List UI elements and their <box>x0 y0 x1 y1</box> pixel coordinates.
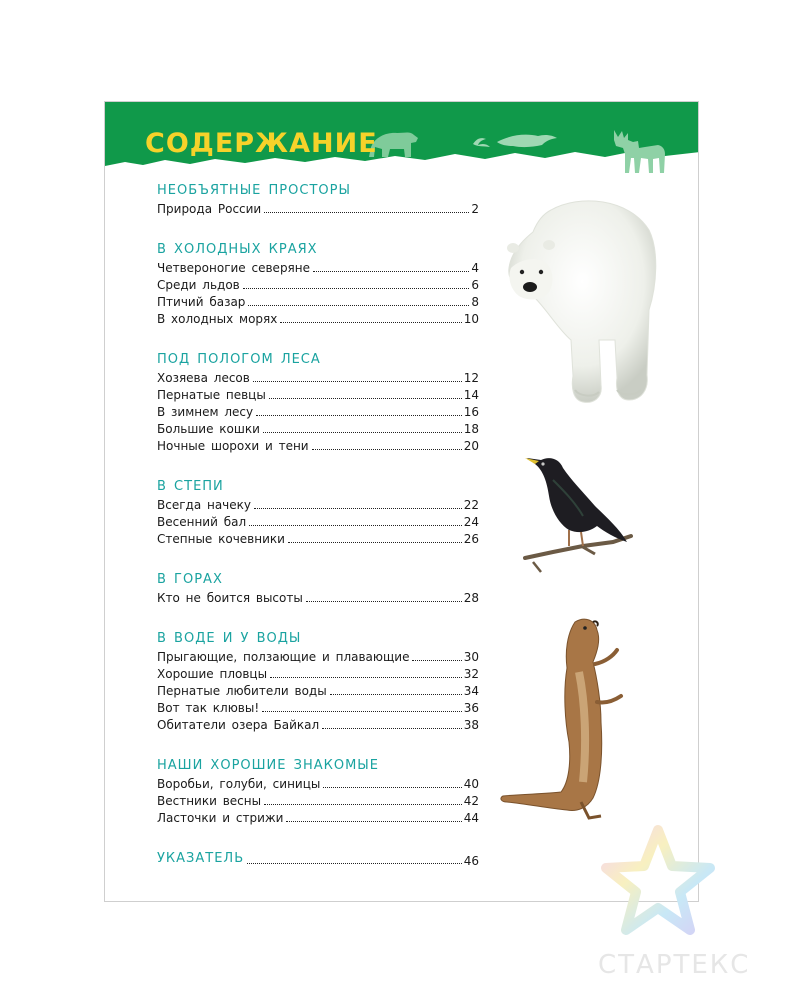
entry-page: 36 <box>463 701 479 715</box>
entry-page: 38 <box>463 718 479 732</box>
dot-leader <box>323 787 461 788</box>
section-title: В ГОРАХ <box>157 572 223 587</box>
toc-section <box>157 630 479 733</box>
dot-leader <box>288 542 462 543</box>
toc-entry <box>157 310 479 327</box>
toc-entry <box>157 513 479 530</box>
entry-page: 6 <box>471 278 479 292</box>
entry-page: 16 <box>463 405 479 419</box>
book-page <box>104 101 699 902</box>
entry-label: Весенний бал <box>157 515 247 529</box>
section-title: НЕОБЪЯТНЫЕ ПРОСТОРЫ <box>157 183 351 198</box>
entry-label: Кто не боится высоты <box>157 591 303 605</box>
entry-page: 42 <box>463 794 479 808</box>
section-title: ПОД ПОЛОГОМ ЛЕСА <box>157 352 321 367</box>
dot-leader <box>256 415 462 416</box>
dot-leader <box>264 804 462 805</box>
polar-bear-icon <box>489 190 659 408</box>
toc-section <box>157 478 479 547</box>
toc-entry <box>157 200 479 217</box>
dot-leader <box>269 398 462 399</box>
section-title: В СТЕПИ <box>157 479 224 494</box>
section-title: В ХОЛОДНЫХ КРАЯХ <box>157 242 318 257</box>
entry-label: Прыгающие, ползающие и плавающие <box>157 650 410 664</box>
entry-page: 8 <box>471 295 479 309</box>
entry-page: 40 <box>463 777 479 791</box>
entry-label: Четвероногие северяне <box>157 261 311 275</box>
index-page: 46 <box>463 854 479 868</box>
dot-leader <box>330 694 462 695</box>
toc-entry <box>157 293 479 310</box>
toc-entry <box>157 276 479 293</box>
toc-section <box>157 351 479 454</box>
toc-entry <box>157 792 479 809</box>
toc-entry <box>157 369 479 386</box>
entry-label: Степные кочевники <box>157 532 285 546</box>
section-title: В ВОДЕ И У ВОДЫ <box>157 631 302 646</box>
entry-page: 28 <box>463 591 479 605</box>
dot-leader <box>253 381 462 382</box>
entry-page: 14 <box>463 388 479 402</box>
toc-entry <box>157 682 479 699</box>
dot-leader <box>262 711 462 712</box>
dot-leader <box>280 322 461 323</box>
dot-leader <box>248 305 469 306</box>
table-of-contents <box>157 182 479 868</box>
entry-label: Птичий базар <box>157 295 246 309</box>
entry-label: Обитатели озера Байкал <box>157 718 320 732</box>
toc-entry <box>157 775 479 792</box>
entry-page: 32 <box>463 667 479 681</box>
entry-page: 20 <box>463 439 479 453</box>
toc-entry <box>157 699 479 716</box>
entry-page: 10 <box>463 312 479 326</box>
entry-page: 44 <box>463 811 479 825</box>
toc-entry <box>157 496 479 513</box>
star-logo-icon <box>598 822 718 942</box>
dot-leader <box>249 525 462 526</box>
entry-label: Большие кошки <box>157 422 260 436</box>
toc-entry <box>157 386 479 403</box>
toc-entry <box>157 437 479 454</box>
toc-entry <box>157 809 479 826</box>
entry-label: Среди льдов <box>157 278 240 292</box>
entry-label: Всегда начеку <box>157 498 252 512</box>
entry-label: Хорошие пловцы <box>157 667 268 681</box>
toc-entry <box>157 716 479 733</box>
toc-index-entry <box>157 850 479 868</box>
entry-label: Воробьи, голуби, синицы <box>157 777 321 791</box>
entry-label: В холодных морях <box>157 312 278 326</box>
dot-leader <box>263 432 462 433</box>
toc-entry <box>157 648 479 665</box>
entry-label: Пернатые певцы <box>157 388 266 402</box>
toc-section <box>157 757 479 826</box>
index-title: УКАЗАТЕЛЬ <box>157 851 245 866</box>
entry-page: 18 <box>463 422 479 436</box>
toc-section <box>157 182 479 217</box>
dot-leader <box>243 288 470 289</box>
entry-page: 2 <box>471 202 479 216</box>
dot-leader <box>312 449 462 450</box>
dot-leader <box>264 212 469 213</box>
dot-leader <box>286 821 461 822</box>
eagle-silhouette-icon <box>497 135 557 147</box>
page-title: СОДЕРЖАНИЕ <box>145 128 378 159</box>
entry-label: Пернатые любители воды <box>157 684 327 698</box>
section-title: НАШИ ХОРОШИЕ ЗНАКОМЫЕ <box>157 758 379 773</box>
header-banner <box>105 102 698 172</box>
bird-silhouette-icon <box>473 138 490 147</box>
entry-page: 4 <box>471 261 479 275</box>
entry-label: Вот так клювы! <box>157 701 260 715</box>
entry-page: 12 <box>463 371 479 385</box>
dot-leader <box>313 271 469 272</box>
toc-entry <box>157 665 479 682</box>
toc-entry <box>157 259 479 276</box>
dot-leader <box>412 660 461 661</box>
entry-page: 26 <box>463 532 479 546</box>
otter-icon <box>497 612 627 832</box>
dot-leader <box>270 677 462 678</box>
entry-label: Ласточки и стрижи <box>157 811 284 825</box>
dot-leader <box>254 508 462 509</box>
toc-entry <box>157 403 479 420</box>
entry-page: 22 <box>463 498 479 512</box>
dot-leader <box>306 601 462 602</box>
dot-leader <box>322 728 462 729</box>
toc-entry <box>157 589 479 606</box>
toc-entry <box>157 420 479 437</box>
entry-page: 24 <box>463 515 479 529</box>
dot-leader <box>247 863 462 864</box>
entry-label: Хозяева лесов <box>157 371 250 385</box>
toc-entry <box>157 530 479 547</box>
entry-label: Ночные шорохи и тени <box>157 439 309 453</box>
entry-page: 34 <box>463 684 479 698</box>
starling-icon <box>523 450 633 575</box>
watermark-text: СТАРТЕКС <box>598 950 751 980</box>
entry-page: 30 <box>463 650 479 664</box>
entry-label: В зимнем лесу <box>157 405 254 419</box>
entry-label: Вестники весны <box>157 794 262 808</box>
toc-section <box>157 571 479 606</box>
toc-section <box>157 241 479 327</box>
entry-label: Природа России <box>157 202 262 216</box>
